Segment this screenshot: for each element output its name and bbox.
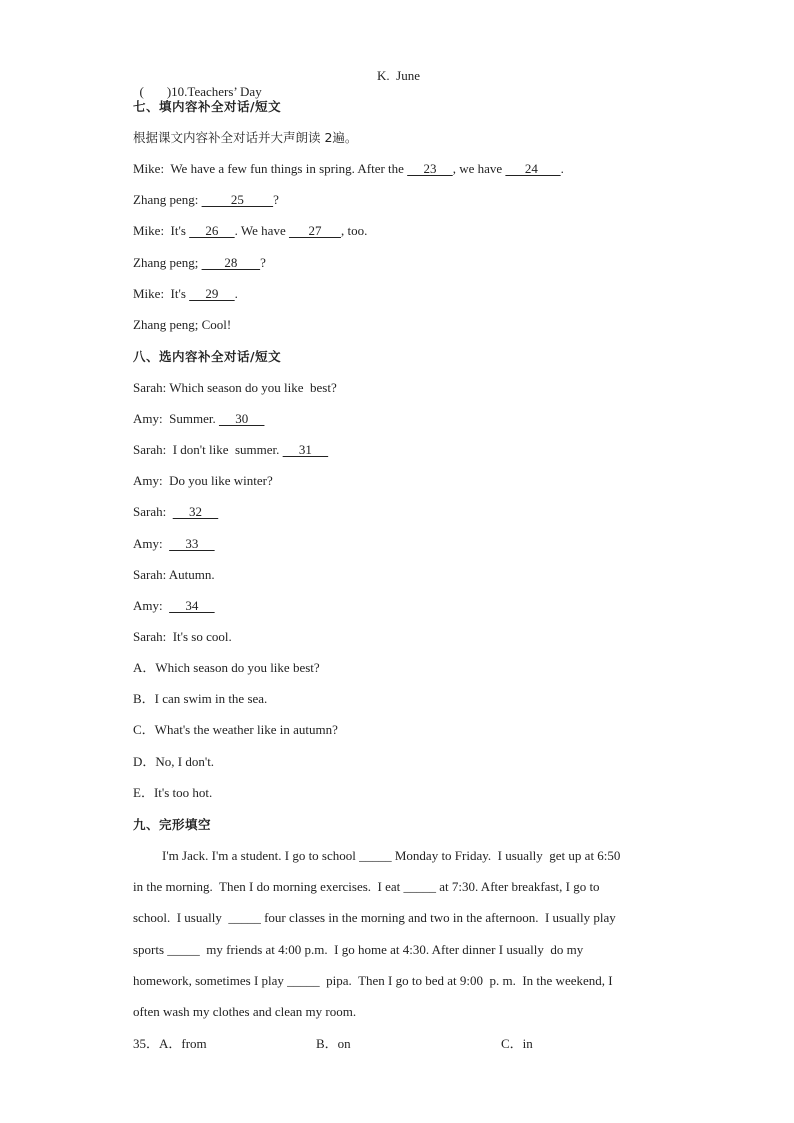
- dialogue-line: [133, 255, 266, 271]
- answer-option: A．Which season do you like best?: [133, 660, 320, 675]
- dialogue-text: ?: [260, 254, 266, 270]
- dialogue-text: .: [560, 161, 564, 176]
- answer-blank: 33: [169, 535, 215, 551]
- passage-line: homework, sometimes I play _____ pipa. Then I go to bed at 9:00 p. m. In the weekend, I: [133, 972, 613, 988]
- dialogue-line: [133, 629, 232, 645]
- passage-line: sports _____ my friends at 4:00 p.m. I go home at 4:30. After dinner I usually do my: [133, 941, 584, 957]
- dialogue-line: [133, 504, 218, 520]
- answer-blank: 34: [169, 597, 215, 613]
- dialogue-text: Zhang peng;: [133, 254, 202, 270]
- answer-blank: 30: [218, 411, 265, 427]
- q35-option-a: 35．A．from: [133, 1036, 207, 1051]
- dialogue-text: , we have: [452, 161, 506, 176]
- dialogue-text: ?: [273, 192, 279, 208]
- dialogue-text: , too.: [340, 223, 368, 239]
- answer-option: C．What's the weather like in autumn?: [133, 722, 338, 738]
- q35-option-b: B．on: [316, 1036, 351, 1051]
- answer-blank: 32: [172, 504, 219, 520]
- answer-blank: 28: [201, 254, 261, 270]
- dialogue-text: Sarah:: [133, 504, 173, 520]
- section7-instruction: 根据课文内容补全对话并大声朗读 2遍。: [133, 130, 358, 145]
- q10-text: )10.Teachers’ Day: [166, 84, 262, 99]
- passage-line: often wash my clothes and clean my room.: [133, 1004, 357, 1019]
- answer-option: B．I can swim in the sea.: [133, 691, 268, 707]
- passage-line: school. I usually _____ four classes in the morning and two in the afternoon. I usually play: [133, 910, 616, 926]
- dialogue-text: Sarah: I don't like summer.: [133, 442, 283, 458]
- dialogue-text: .: [234, 285, 238, 301]
- dialogue-text: Mike: We have a few fun things in spring. After the: [133, 161, 408, 176]
- dialogue-text: Mike: It's: [133, 223, 190, 239]
- dialogue-text: Amy: Do you like winter?: [133, 473, 273, 489]
- dialogue-line: [133, 473, 273, 489]
- dialogue-text: Amy: Summer.: [133, 411, 219, 427]
- answer-option: D．No, I don't.: [133, 753, 215, 769]
- dialogue-line: [133, 286, 238, 302]
- dialogue-line: [133, 223, 367, 239]
- answer-blank: 31: [282, 442, 329, 458]
- passage-line: I'm Jack. I'm a student. I go to school _____ Monday to Friday. I usually get up at 6:50: [162, 848, 621, 863]
- dialogue-line: [133, 192, 279, 208]
- q35-option-c: C．in: [501, 1036, 533, 1051]
- answer-blank: 25: [201, 192, 274, 208]
- q10-paren: (: [139, 84, 144, 99]
- dialogue-line: [133, 317, 231, 333]
- dialogue-text: Mike: It's: [133, 285, 190, 301]
- dialogue-line: [133, 598, 215, 614]
- dialogue-text: . We have: [234, 223, 289, 239]
- answer-blank: 27: [288, 223, 341, 239]
- dialogue-text: Amy:: [133, 597, 170, 613]
- answer-blank: 29: [189, 285, 235, 301]
- answer-blank: 23: [407, 161, 453, 176]
- q10-row: [133, 68, 262, 100]
- dialogue-text: Sarah: Autumn.: [133, 566, 215, 582]
- dialogue-line: [133, 536, 215, 552]
- dialogue-text: Sarah: Which season do you like best?: [133, 380, 337, 395]
- dialogue-line: [133, 567, 215, 583]
- dialogue-text: Zhang peng; Cool!: [133, 317, 232, 332]
- answer-blank: 26: [189, 223, 235, 239]
- dialogue-line: [133, 442, 328, 458]
- answer-option: E．It's too hot.: [133, 784, 213, 800]
- dialogue-line: [133, 380, 337, 396]
- dialogue-text: Amy:: [133, 535, 170, 551]
- dialogue-text: Zhang peng:: [133, 192, 202, 208]
- section8-title: 八、选内容补全对话/短文: [133, 349, 282, 364]
- section7-title: 七、填内容补全对话/短文: [133, 99, 282, 114]
- dialogue-text: Sarah: It's so cool.: [133, 628, 232, 644]
- dialogue-line: [133, 161, 564, 177]
- q10-option-k: K. June: [377, 68, 420, 83]
- dialogue-line: [133, 411, 264, 427]
- passage-line: in the morning. Then I do morning exercises. I eat _____ at 7:30. After breakfast, I go to: [133, 879, 600, 895]
- answer-blank: 24: [505, 161, 561, 176]
- section9-title: 九、完形填空: [133, 817, 212, 832]
